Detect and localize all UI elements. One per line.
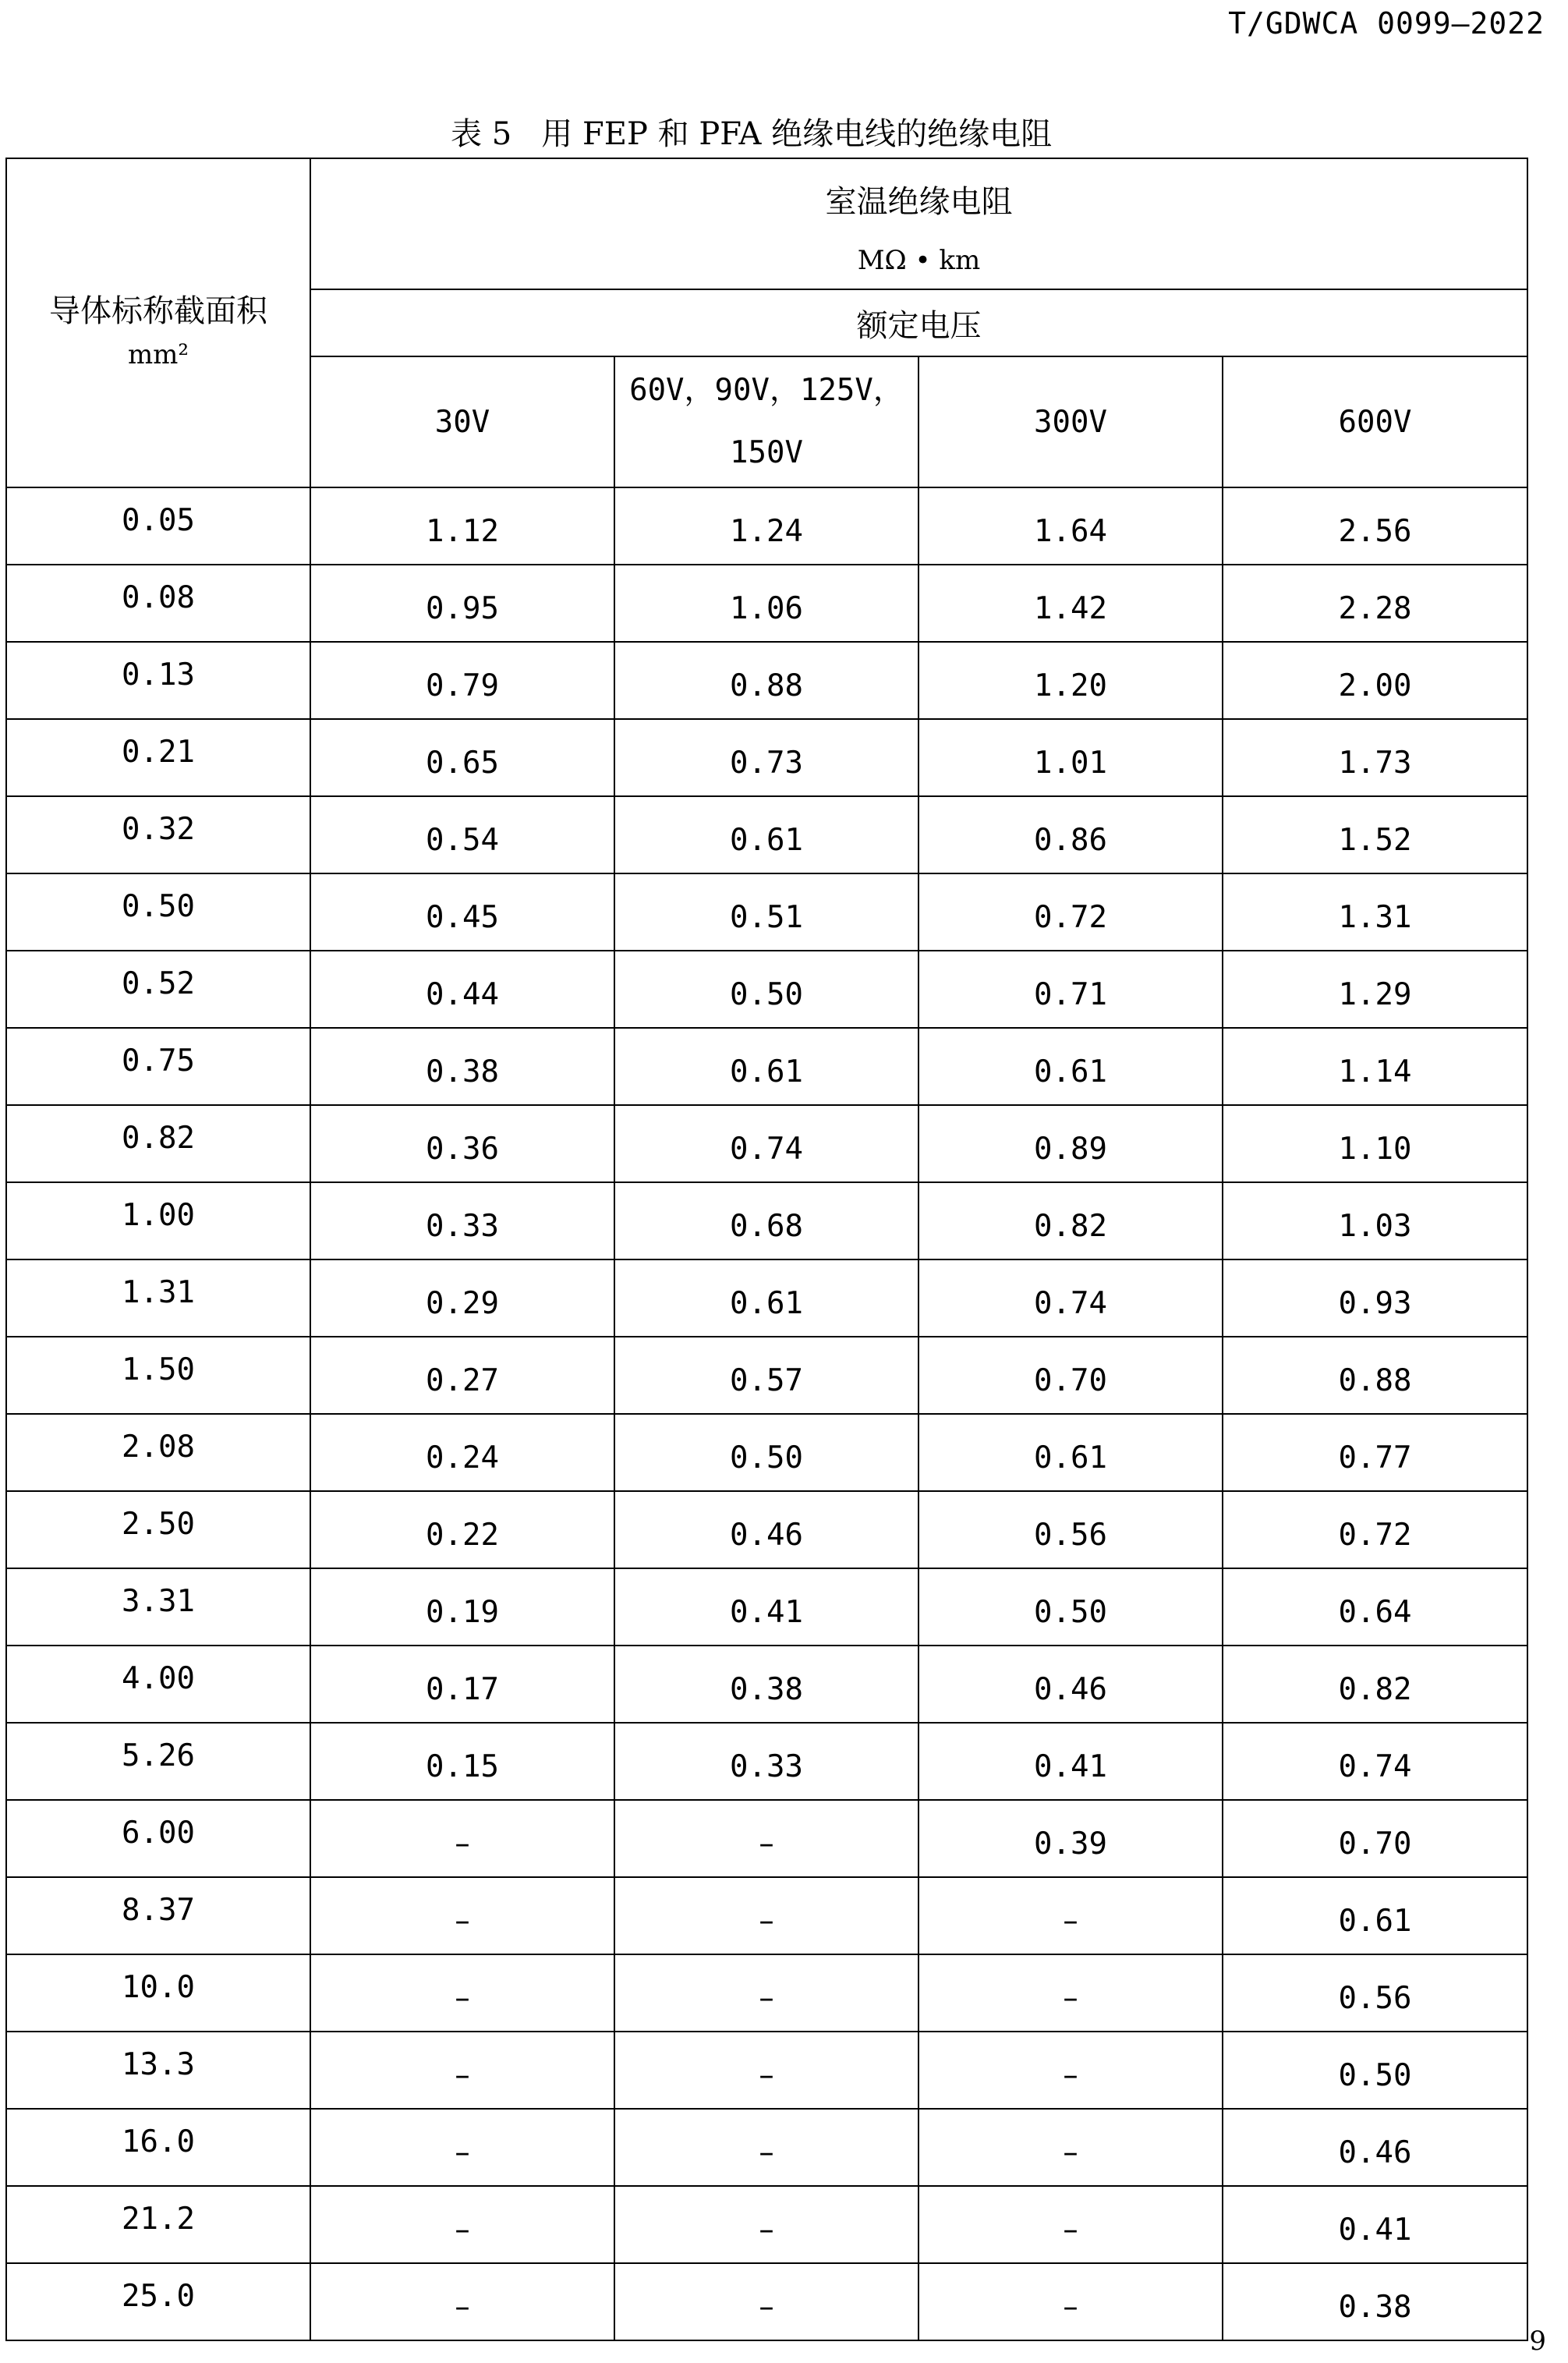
conductor-area-unit: mm² — [127, 339, 189, 370]
table-row — [6, 1182, 1527, 1259]
conductor-area-cell: 0.82 — [6, 1105, 310, 1182]
resistance-30v-cell: 0.95 — [310, 565, 614, 642]
resistance-60-150v-cell: – — [614, 2032, 919, 2109]
voltage-60-150-line1: 60V，90V，125V， — [629, 373, 904, 408]
voltage-300-header: 300V — [919, 356, 1223, 487]
rated-voltage-header: 额定电压 — [310, 289, 1527, 356]
voltage-30-header: 30V — [310, 356, 614, 487]
voltage-60-150-header — [614, 356, 919, 487]
resistance-30v-cell: 0.38 — [310, 1028, 614, 1105]
resistance-30v-cell: – — [310, 2109, 614, 2186]
voltage-600-header: 600V — [1223, 356, 1527, 487]
table-row — [6, 951, 1527, 1028]
resistance-600v-cell: 0.50 — [1223, 2032, 1527, 2109]
table-row — [6, 1800, 1527, 1877]
conductor-area-cell: 25.0 — [6, 2263, 310, 2340]
conductor-area-header — [6, 158, 310, 487]
conductor-area-cell: 0.32 — [6, 796, 310, 873]
resistance-300v-cell: – — [919, 2263, 1223, 2340]
page-number: 9 — [1529, 2326, 1546, 2357]
voltage-60-150-line2: 150V — [730, 435, 803, 470]
table-row — [6, 642, 1527, 719]
table-row — [6, 2032, 1527, 2109]
conductor-area-cell: 0.50 — [6, 873, 310, 951]
resistance-600v-cell: 0.93 — [1223, 1259, 1527, 1337]
table-row — [6, 1105, 1527, 1182]
resistance-60-150v-cell: 0.73 — [614, 719, 919, 796]
table-row — [6, 1491, 1527, 1568]
conductor-area-cell: 13.3 — [6, 2032, 310, 2109]
conductor-area-cell: 8.37 — [6, 1877, 310, 1954]
resistance-600v-cell: 0.38 — [1223, 2263, 1527, 2340]
resistance-label: 室温绝缘电阻 — [825, 184, 1013, 220]
resistance-300v-cell: – — [919, 1877, 1223, 1954]
resistance-300v-cell: – — [919, 2109, 1223, 2186]
resistance-300v-cell: 0.82 — [919, 1182, 1223, 1259]
table-row — [6, 487, 1527, 565]
resistance-300v-cell: 0.39 — [919, 1800, 1223, 1877]
resistance-60-150v-cell: 0.74 — [614, 1105, 919, 1182]
table-row — [6, 1723, 1527, 1800]
table-row — [6, 1568, 1527, 1646]
resistance-30v-cell: 0.29 — [310, 1259, 614, 1337]
resistance-600v-cell: 2.00 — [1223, 642, 1527, 719]
insulation-resistance-table — [5, 158, 1528, 2341]
resistance-60-150v-cell: – — [614, 2263, 919, 2340]
resistance-60-150v-cell: – — [614, 2109, 919, 2186]
resistance-30v-cell: – — [310, 1800, 614, 1877]
conductor-area-cell: 1.00 — [6, 1182, 310, 1259]
resistance-30v-cell: 0.44 — [310, 951, 614, 1028]
resistance-300v-cell: 0.61 — [919, 1028, 1223, 1105]
resistance-600v-cell: 0.82 — [1223, 1646, 1527, 1723]
conductor-area-cell: 4.00 — [6, 1646, 310, 1723]
conductor-area-label: 导体标称截面积 — [49, 293, 267, 329]
resistance-300v-cell: 0.86 — [919, 796, 1223, 873]
resistance-30v-cell: – — [310, 1954, 614, 2032]
conductor-area-cell: 0.08 — [6, 565, 310, 642]
resistance-300v-cell: 0.72 — [919, 873, 1223, 951]
resistance-30v-cell: 0.24 — [310, 1414, 614, 1491]
conductor-area-cell: 0.75 — [6, 1028, 310, 1105]
resistance-300v-cell: 1.42 — [919, 565, 1223, 642]
conductor-area-cell: 2.50 — [6, 1491, 310, 1568]
resistance-600v-cell: 1.14 — [1223, 1028, 1527, 1105]
resistance-300v-cell: 0.50 — [919, 1568, 1223, 1646]
table-row — [6, 1337, 1527, 1414]
resistance-30v-cell: – — [310, 2186, 614, 2263]
resistance-30v-cell: – — [310, 2032, 614, 2109]
resistance-30v-cell: 0.15 — [310, 1723, 614, 1800]
resistance-60-150v-cell: 0.51 — [614, 873, 919, 951]
table-row — [6, 1028, 1527, 1105]
resistance-60-150v-cell: 0.33 — [614, 1723, 919, 1800]
resistance-600v-cell: 0.64 — [1223, 1568, 1527, 1646]
resistance-60-150v-cell: – — [614, 2186, 919, 2263]
table-row — [6, 719, 1527, 796]
resistance-600v-cell: 2.56 — [1223, 487, 1527, 565]
conductor-area-cell: 16.0 — [6, 2109, 310, 2186]
table-row — [6, 1259, 1527, 1337]
resistance-300v-cell: – — [919, 2032, 1223, 2109]
resistance-300v-cell: 0.46 — [919, 1646, 1223, 1723]
resistance-300v-cell: 0.61 — [919, 1414, 1223, 1491]
resistance-600v-cell: 0.88 — [1223, 1337, 1527, 1414]
resistance-300v-cell: 0.56 — [919, 1491, 1223, 1568]
resistance-600v-cell: 0.77 — [1223, 1414, 1527, 1491]
resistance-600v-cell: 1.29 — [1223, 951, 1527, 1028]
resistance-30v-cell: 1.12 — [310, 487, 614, 565]
resistance-30v-cell: 0.54 — [310, 796, 614, 873]
conductor-area-cell: 1.50 — [6, 1337, 310, 1414]
resistance-30v-cell: 0.17 — [310, 1646, 614, 1723]
table-row — [6, 1954, 1527, 2032]
resistance-600v-cell: 1.03 — [1223, 1182, 1527, 1259]
resistance-60-150v-cell: 0.68 — [614, 1182, 919, 1259]
resistance-600v-cell: 1.10 — [1223, 1105, 1527, 1182]
table-row — [6, 2109, 1527, 2186]
resistance-30v-cell: 0.22 — [310, 1491, 614, 1568]
table-row — [6, 1414, 1527, 1491]
resistance-600v-cell: 1.31 — [1223, 873, 1527, 951]
conductor-area-cell: 5.26 — [6, 1723, 310, 1800]
conductor-area-cell: 2.08 — [6, 1414, 310, 1491]
resistance-600v-cell: 0.74 — [1223, 1723, 1527, 1800]
resistance-600v-cell: 0.70 — [1223, 1800, 1527, 1877]
resistance-300v-cell: 1.64 — [919, 487, 1223, 565]
resistance-300v-cell: – — [919, 2186, 1223, 2263]
conductor-area-cell: 6.00 — [6, 1800, 310, 1877]
resistance-600v-cell: 1.52 — [1223, 796, 1527, 873]
resistance-300v-cell: 0.89 — [919, 1105, 1223, 1182]
resistance-60-150v-cell: 1.06 — [614, 565, 919, 642]
table-row — [6, 2186, 1527, 2263]
resistance-300v-cell: – — [919, 1954, 1223, 2032]
resistance-300v-cell: 0.71 — [919, 951, 1223, 1028]
resistance-60-150v-cell: 0.61 — [614, 796, 919, 873]
conductor-area-cell: 10.0 — [6, 1954, 310, 2032]
resistance-60-150v-cell: – — [614, 1877, 919, 1954]
resistance-30v-cell: – — [310, 2263, 614, 2340]
conductor-area-cell: 0.52 — [6, 951, 310, 1028]
resistance-600v-cell: 0.61 — [1223, 1877, 1527, 1954]
resistance-300v-cell: 1.20 — [919, 642, 1223, 719]
resistance-30v-cell: 0.19 — [310, 1568, 614, 1646]
conductor-area-cell: 0.21 — [6, 719, 310, 796]
resistance-600v-cell: 0.41 — [1223, 2186, 1527, 2263]
resistance-600v-cell: 0.56 — [1223, 1954, 1527, 2032]
resistance-60-150v-cell: 0.50 — [614, 951, 919, 1028]
table-row — [6, 1646, 1527, 1723]
table-row — [6, 2263, 1527, 2340]
resistance-300v-cell: 0.70 — [919, 1337, 1223, 1414]
resistance-300v-cell: 0.74 — [919, 1259, 1223, 1337]
resistance-60-150v-cell: 0.57 — [614, 1337, 919, 1414]
resistance-30v-cell: 0.27 — [310, 1337, 614, 1414]
resistance-600v-cell: 0.46 — [1223, 2109, 1527, 2186]
resistance-60-150v-cell: 0.38 — [614, 1646, 919, 1723]
resistance-300v-cell: 1.01 — [919, 719, 1223, 796]
resistance-60-150v-cell: 0.61 — [614, 1028, 919, 1105]
resistance-60-150v-cell: 1.24 — [614, 487, 919, 565]
resistance-60-150v-cell: – — [614, 1954, 919, 2032]
conductor-area-cell: 21.2 — [6, 2186, 310, 2263]
resistance-300v-cell: 0.41 — [919, 1723, 1223, 1800]
resistance-60-150v-cell: 0.88 — [614, 642, 919, 719]
table-row — [6, 1877, 1527, 1954]
resistance-30v-cell: 0.65 — [310, 719, 614, 796]
resistance-60-150v-cell: 0.41 — [614, 1568, 919, 1646]
resistance-header — [310, 158, 1527, 289]
document-number: T/GDWCA 0099—2022 — [1228, 6, 1545, 41]
table-row — [6, 873, 1527, 951]
table-row — [6, 565, 1527, 642]
resistance-30v-cell: 0.45 — [310, 873, 614, 951]
resistance-unit: MΩ • km — [857, 245, 981, 276]
table-row — [6, 796, 1527, 873]
resistance-30v-cell: 0.79 — [310, 642, 614, 719]
resistance-600v-cell: 2.28 — [1223, 565, 1527, 642]
table-body — [6, 487, 1527, 2340]
conductor-area-cell: 0.05 — [6, 487, 310, 565]
resistance-60-150v-cell: 0.61 — [614, 1259, 919, 1337]
resistance-60-150v-cell: 0.46 — [614, 1491, 919, 1568]
resistance-30v-cell: 0.33 — [310, 1182, 614, 1259]
conductor-area-cell: 0.13 — [6, 642, 310, 719]
resistance-600v-cell: 0.72 — [1223, 1491, 1527, 1568]
resistance-60-150v-cell: 0.50 — [614, 1414, 919, 1491]
conductor-area-cell: 1.31 — [6, 1259, 310, 1337]
table-caption: 表 5 用 FEP 和 PFA 绝缘电线的绝缘电阻 — [451, 116, 1053, 152]
resistance-600v-cell: 1.73 — [1223, 719, 1527, 796]
conductor-area-cell: 3.31 — [6, 1568, 310, 1646]
resistance-60-150v-cell: – — [614, 1800, 919, 1877]
resistance-30v-cell: 0.36 — [310, 1105, 614, 1182]
resistance-30v-cell: – — [310, 1877, 614, 1954]
